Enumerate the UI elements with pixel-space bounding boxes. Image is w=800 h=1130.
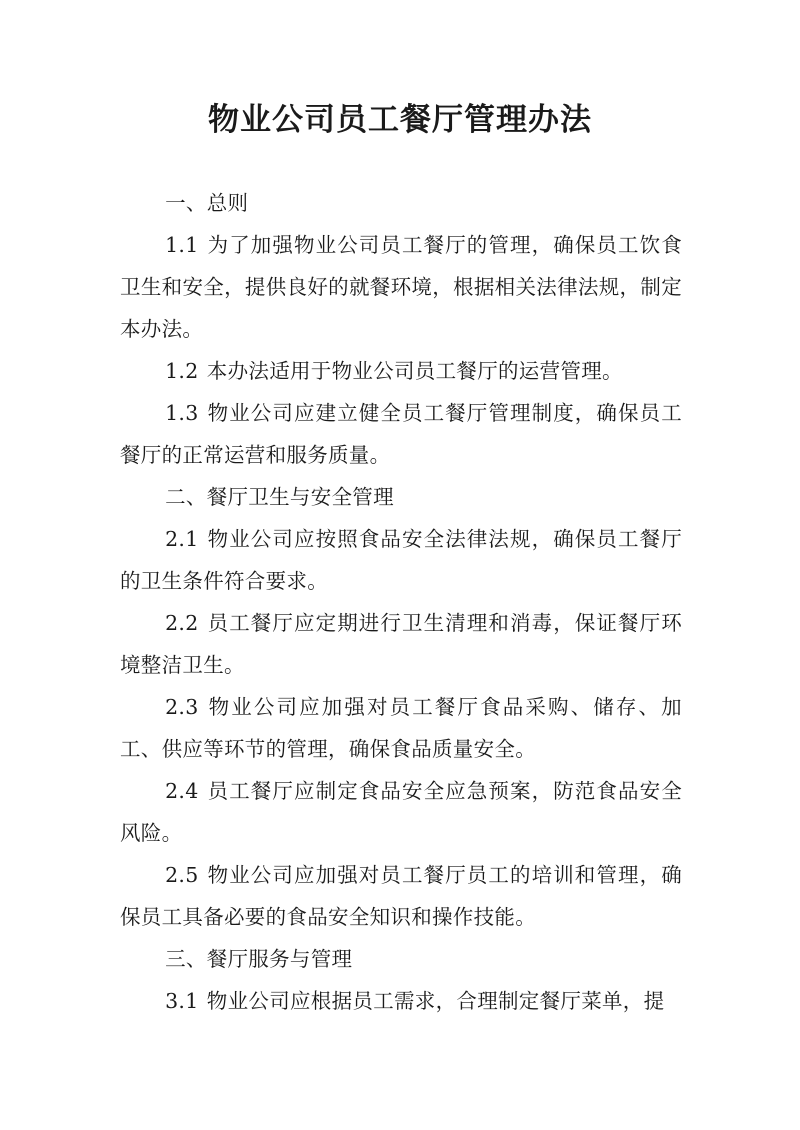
- clause-text: 物业公司应按照食品安全法律法规，确保员工餐厅的卫生条件符合要求。: [120, 527, 682, 593]
- clause-number: 1.1: [165, 233, 199, 257]
- section-heading-hygiene-safety: 二、餐厅卫生与安全管理: [165, 485, 394, 509]
- clause-text: 为了加强物业公司员工餐厅的管理，确保员工饮食卫生和安全，提供良好的就餐环境，根据相关法律法规，制定本办法。: [120, 233, 682, 341]
- clause-text: 员工餐厅应定期进行卫生清理和消毒，保证餐厅环境整洁卫生。: [120, 611, 682, 677]
- clause-number: 2.2: [165, 611, 199, 635]
- clause-1-3: [120, 392, 682, 476]
- clause-text: 物业公司应建立健全员工餐厅管理制度，确保员工餐厅的正常运营和服务质量。: [120, 401, 682, 467]
- clause-number: 2.5: [165, 863, 199, 887]
- clause-2-2: [120, 602, 682, 686]
- clause-text: 物业公司应加强对员工餐厅食品采购、储存、加工、供应等环节的管理，确保食品质量安全。: [120, 695, 682, 761]
- clause-1-2: [120, 350, 682, 392]
- clause-number: 1.2: [165, 359, 199, 383]
- clause-2-5: [120, 854, 682, 938]
- document-body: [120, 182, 682, 1022]
- clause-text: 物业公司应根据员工需求，合理制定餐厅菜单，提: [206, 989, 665, 1013]
- clause-1-1: [120, 224, 682, 350]
- clause-text: 员工餐厅应制定食品安全应急预案，防范食品安全风险。: [120, 779, 682, 845]
- clause-2-3: [120, 686, 682, 770]
- clause-2-4: [120, 770, 682, 854]
- clause-number: 3.1: [165, 989, 199, 1013]
- clause-number: 2.4: [165, 779, 199, 803]
- section-heading-general: 一、总则: [165, 191, 249, 215]
- clause-text: 物业公司应加强对员工餐厅员工的培训和管理，确保员工具备必要的食品安全知识和操作技能。: [120, 863, 682, 929]
- clause-2-1: [120, 518, 682, 602]
- clause-text: 本办法适用于物业公司员工餐厅的运营管理。: [206, 359, 623, 383]
- clause-number: 2.1: [165, 527, 199, 551]
- document-title: 物业公司员工餐厅管理办法: [208, 102, 592, 138]
- clause-number: 2.3: [165, 695, 199, 719]
- section-heading-service-management: 三、餐厅服务与管理: [165, 947, 353, 971]
- clause-number: 1.3: [165, 401, 199, 425]
- clause-3-1: [120, 980, 682, 1022]
